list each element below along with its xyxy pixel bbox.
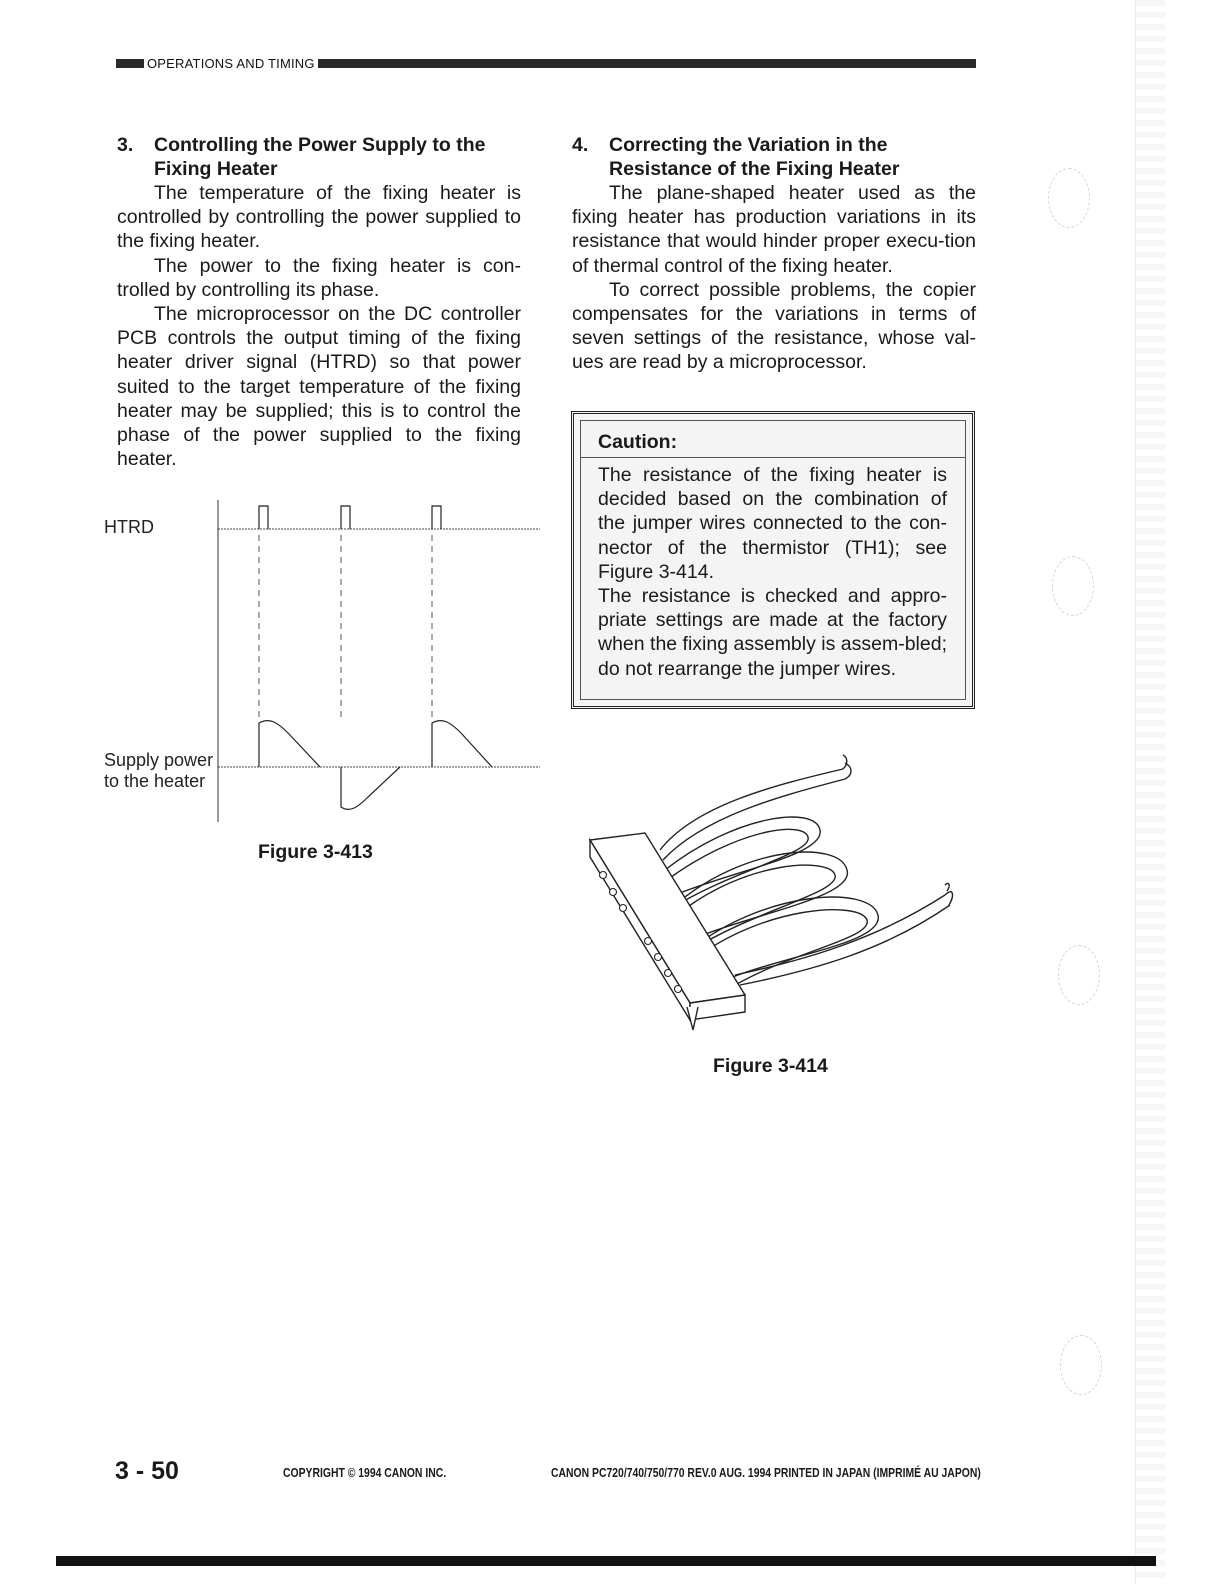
section-title: Controlling the Power Supply to the Fixing Heater [154, 134, 486, 180]
connector-pin [645, 938, 652, 945]
print-info: CANON PC720/740/750/770 REV.0 AUG. 1994 PRINTED IN JAPAN (IMPRIMÉ AU JAPON) [551, 1465, 981, 1480]
binder-hole [1048, 168, 1090, 228]
power-half-wave [259, 721, 320, 767]
htrd-label: HTRD [104, 517, 154, 537]
connector-pin [620, 905, 627, 912]
jumper-wire [660, 769, 843, 850]
wire-end [945, 883, 952, 905]
copyright-notice: COPYRIGHT © 1994 CANON INC. [283, 1465, 447, 1480]
paragraph: To correct possible problems, the copier compensates for the variations in terms of seven settings of the resistance, whose val-ues are read by a microprocessor. [572, 278, 976, 374]
caution-title: Caution: [598, 431, 678, 453]
paragraph: The microprocessor on the DC controller PCB controls the output timing of the fixing heater driver signal (HTRD) so that power suited to the target temperature of the fixing heater may be supplied; this is to control the phase of the power supplied to the fixing heater. [117, 303, 521, 471]
caution-box [571, 411, 975, 709]
connector-pin [665, 970, 672, 977]
caution-body [598, 463, 947, 681]
binder-edge [1135, 0, 1166, 1584]
caution-frame [580, 420, 966, 700]
connector-pin [610, 889, 617, 896]
jumper-wire [735, 895, 945, 975]
caution-paragraph: The resistance is checked and appro-priate settings are made at the factory when the fixing assembly is assem-bled; do not rearrange the jumper wires. [598, 585, 947, 680]
caution-paragraph: The resistance of the fixing heater is decided based on the combination of the jumper wires connected to the con-nector of the thermistor (TH1); see Figure 3-414. [598, 464, 947, 583]
scan-bottom-edge [56, 1556, 1156, 1566]
section-3 [117, 133, 521, 471]
section-3-heading [117, 133, 521, 181]
figure-414-caption: Figure 3-414 [713, 1055, 828, 1077]
phase-marker-lines [259, 535, 432, 721]
htrd-pulses [259, 506, 441, 529]
header-rule [318, 59, 976, 68]
binder-hole [1060, 1335, 1102, 1395]
section-4-heading [572, 133, 976, 181]
section-number: 3. [117, 134, 134, 156]
wire-end [843, 755, 851, 779]
jumper-loop [665, 817, 820, 895]
section-4 [572, 133, 976, 375]
connector-illustration [575, 745, 975, 1045]
supply-label-line1: Supply power [104, 750, 214, 770]
paragraph: The temperature of the fixing heater is controlled by controlling the power supplied to the fixing heater. [117, 182, 521, 253]
connector-housing [590, 833, 745, 1030]
connector-pin [655, 954, 662, 961]
timing-diagram [100, 495, 545, 830]
header-block [116, 59, 144, 68]
supply-label-line2: to the heater [104, 771, 206, 791]
running-header [116, 56, 976, 70]
paragraph: The power to the fixing heater is con-trolled by controlling its phase. [117, 254, 521, 301]
figure-413-caption: Figure 3-413 [258, 841, 373, 863]
power-half-wave [432, 721, 492, 767]
section-title: Correcting the Variation in the Resistance of the Fixing Heater [609, 134, 900, 180]
paragraph: The plane-shaped heater used as the fixing heater has production variations in its resistance that would hinder proper execu-tion of thermal control of the fixing heater. [572, 182, 976, 277]
header-title: OPERATIONS AND TIMING [147, 55, 315, 71]
caution-divider [581, 457, 965, 458]
jumper-wire [663, 779, 845, 860]
section-number: 4. [572, 134, 589, 156]
connector-pin [600, 872, 607, 879]
power-half-wave [341, 767, 400, 809]
page-number: 3 - 50 [115, 1457, 179, 1485]
binder-hole [1058, 945, 1100, 1005]
binder-hole [1052, 556, 1094, 616]
connector-pin [675, 986, 682, 993]
